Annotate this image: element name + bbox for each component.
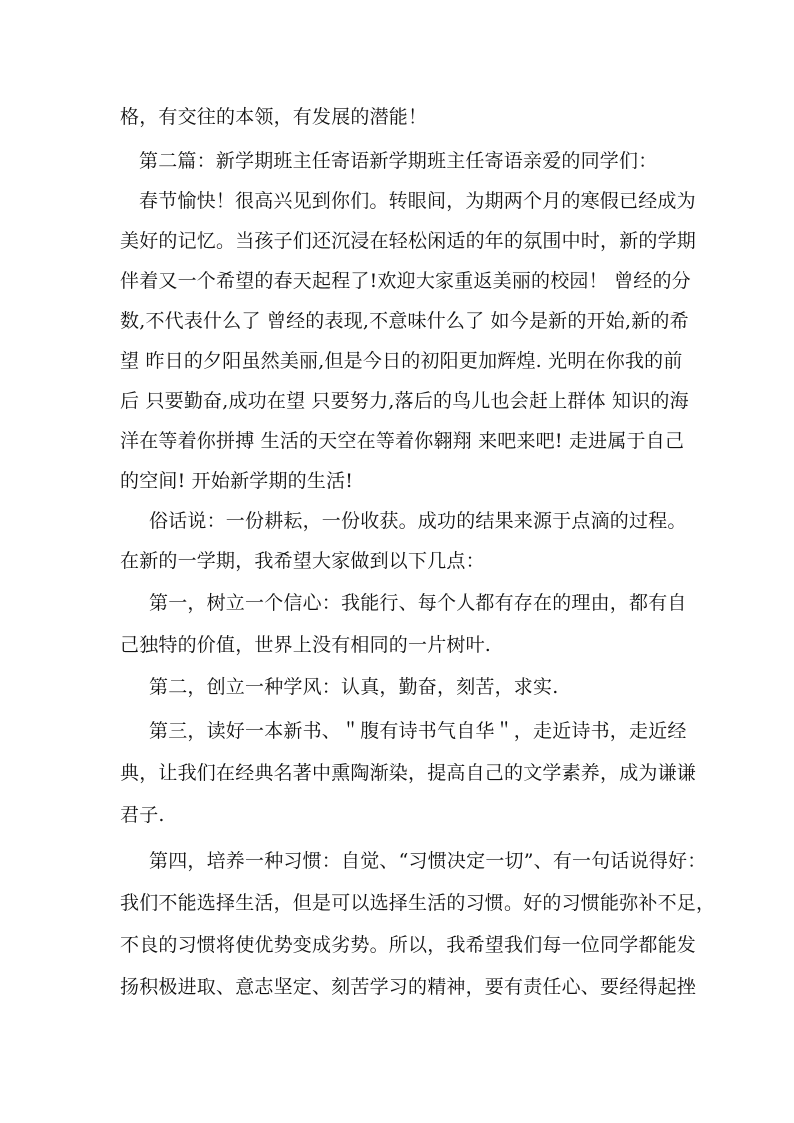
text-line: 伴着又一个希望的春天起程了!欢迎大家重返美丽的校园！ 曾经的分 [120, 270, 691, 292]
text-line: 格，有交往的本领，有发展的潜能！ [120, 106, 428, 128]
text-line: 第三，读好一本新书、＂腹有诗书气自华＂，走近诗书，走近经 [149, 720, 687, 742]
text-line: 扬积极进取、意志坚定、刻苦学习的精神，要有责任心、要经得起挫 [120, 976, 697, 998]
text-line: 我们不能选择生活，但是可以选择生活的习惯。好的习惯能弥补不足， [120, 892, 716, 914]
text-line: 君子. [120, 804, 165, 826]
text-line: 典，让我们在经典名著中熏陶渐染，提高自己的文学素养，成为谦谦 [120, 762, 697, 784]
text-line: 春节愉快！很高兴见到你们。转眼间，为期两个月的寒假已经成为 [139, 190, 696, 212]
text-line: 在新的一学期，我希望大家做到以下几点： [120, 550, 485, 572]
text-line: 不良的习惯将使优势变成劣势。所以，我希望我们每一位同学都能发 [120, 934, 697, 956]
text-line: 第二，创立一种学风：认真，勤奋，刻苦，求实. [149, 676, 559, 698]
text-line: 数,不代表什么了 曾经的表现,不意味什么了 如今是新的开始,新的希 [120, 310, 689, 332]
text-line: 望 昨日的夕阳虽然美丽,但是今日的初阳更加辉煌. 光明在你我的前 [120, 350, 683, 372]
section-heading: 第二篇：新学期班主任寄语新学期班主任寄语亲爱的同学们： [139, 150, 658, 172]
text-line: 的空间! 开始新学期的生活! [120, 470, 354, 492]
text-line: 后 只要勤奋,成功在望 只要努力,落后的鸟儿也会赶上群体 知识的海 [120, 390, 689, 412]
text-line: 俗话说：一份耕耘，一份收获。成功的结果来源于点滴的过程。 [149, 510, 687, 532]
text-line: 第四，培养一种习惯：自觉、“习惯决定一切”、有一句话说得好： [149, 850, 707, 872]
text-line: 己独特的价值，世界上没有相同的一片树叶. [120, 634, 492, 656]
text-line: 第一，树立一个信心：我能行、每个人都有存在的理由，都有自 [149, 592, 687, 614]
text-line: 美好的记忆。当孩子们还沉浸在轻松闲适的年的氛围中时，新的学期 [120, 230, 697, 252]
text-line: 洋在等着你拼搏 生活的天空在等着你翱翔 来吧来吧! 走进属于自己 [120, 430, 685, 452]
